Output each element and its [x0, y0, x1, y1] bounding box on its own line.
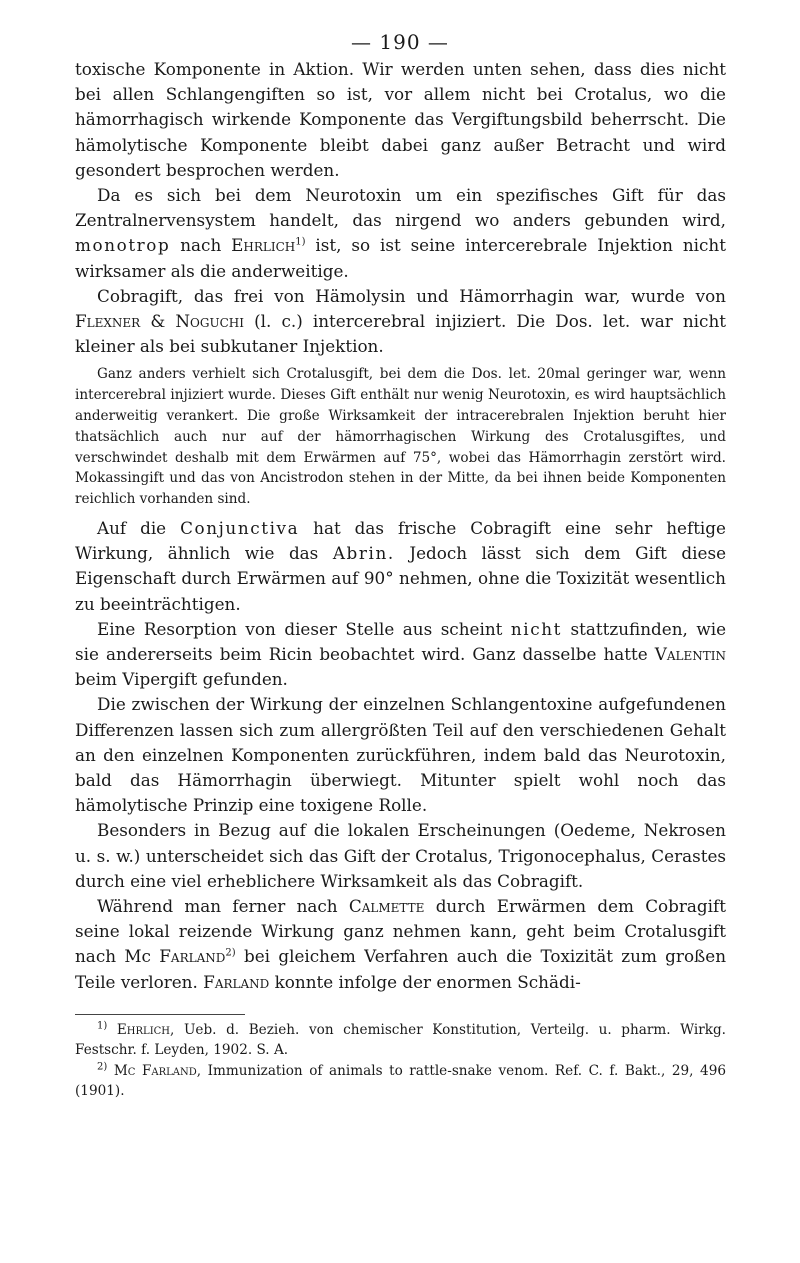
paragraph-4: [75, 516, 726, 617]
paragraph-6: Die zwischen der Wirkung der einzelnen Schlangentoxine aufgefundenen Differenzen lassen sich zum allergrößten Teil auf den verschiedenen Gehalt an den einzelnen Komponenten zurückführen, indem bald das Neurotoxin, bald das Hämorrhagin überwiegt. Mitunter spielt wohl noch das hämolytische Prinzip eine toxigene Rolle.: [75, 694, 726, 816]
page-number: — 190 —: [351, 30, 449, 54]
emphasis-nicht: nicht: [510, 618, 563, 639]
footnote-2-text: Immunization of animals to rattle-snake venom. Ref. C. f. Bakt., 29, 496 (1901).: [75, 1062, 726, 1100]
footnote-2-author: Mc Farland,: [113, 1062, 202, 1079]
footnote-1-author: Ehrlich,: [116, 1022, 175, 1038]
author-calmette: Calmette: [348, 896, 425, 917]
paragraph-4-text-a: Auf die: [97, 518, 167, 539]
paragraph-4-text-b: hat das frische Cobragift eine sehr heftige Wirkung, ähnlich wie das: [75, 518, 726, 564]
paragraph-5: [75, 617, 726, 693]
main-text: [75, 57, 726, 995]
author-farland: Farland: [159, 946, 226, 967]
paragraph-1: toxische Komponente in Aktion. Wir werden unten sehen, dass dies nicht bei allen Schlangengiften so ist, vor allem nicht bei Crotalus, wo die hämorrhagisch wirkende Komponente das Vergiftungsbild beherrscht. Die hämolytische Komponente bleibt dabei ganz außer Betracht und wird gesondert besprochen werden.: [75, 59, 726, 180]
footnote-ref-2: 2): [225, 947, 236, 959]
paragraph-4-text-c: Jedoch lässt sich dem Gift diese Eigenschaft durch Erwärmen auf 90° nehmen, ohne die Toxizität wesentlich zu beeinträchtigen.: [75, 543, 726, 614]
paragraph-2-text-a: Da es sich bei dem Neurotoxin um ein spezifisches Gift für das Zentralnervensystem handelt, das nirgend wo anders gebunden wird,: [75, 185, 726, 231]
footnote-ref-1: 1): [295, 236, 306, 248]
paragraph-5-text-c: beim Vipergift gefunden.: [75, 669, 288, 690]
footnotes: [75, 1020, 726, 1102]
paragraph-8-text-c: bei gleichem Verfahren auch die Toxizität zum großen Teile verloren.: [75, 946, 726, 992]
footnote-1-mark: 1): [97, 1020, 108, 1032]
small-print-paragraph: Ganz anders verhielt sich Crotalusgift, bei dem die Dos. let. 20mal geringer war, wenn intercerebral injiziert wurde. Dieses Gift enthält nur wenig Neurotoxin, es wird hauptsächlich anderweitig verankert. Die große Wirksamkeit der intracerebralen Injektion beruht hier thatsächlich auch nur auf der hämorrhagischen Wirkung des Crotalusgiftes, und verschwindet deshalb mit dem Erwärmen auf 75°, wobei das Hämorrhagin zerstört wird. Mokassingift und das von Ancistrodon stehen in der Mitte, da bei ihnen beide Komponenten reichlich vorhanden sind.: [75, 366, 726, 508]
footnote-2-mark: 2): [97, 1061, 108, 1073]
paragraph-3-text-a: Cobragift, das frei von Hämolysin und Hämorrhagin war, wurde von: [97, 285, 726, 306]
paragraph-8-text-b: durch Erwärmen dem Cobragift seine lokal reizende Wirkung ganz nehmen kann, geht beim Crotalusgift nach Mc: [75, 896, 726, 967]
paragraph-7: Besonders in Bezug auf die lokalen Erscheinungen (Oedeme, Nekrosen u. s. w.) unterscheidet sich das Gift der Crotalus, Trigonocephalus, Cerastes durch eine viel erheblichere Wirksamkeit als das Cobragift.: [75, 820, 726, 891]
emphasis-monotrop: monotrop: [75, 235, 171, 256]
author-flexner-noguchi: Flexner & Noguchi: [75, 311, 244, 332]
footnote-2: [75, 1061, 726, 1102]
emphasis-abrin: Abrin.: [332, 543, 395, 564]
emphasis-conjunctiva: Conjunctiva: [180, 518, 300, 539]
paragraph-8: [75, 894, 726, 995]
paragraph-8-text-d: konnte infolge der enormen Schädi-: [274, 971, 581, 992]
paragraph-3-text-b: (l. c.) intercerebral injiziert. Die Dos. let. war nicht kleiner als bei subkutaner Injektion.: [75, 311, 726, 357]
paragraph-3: [75, 284, 726, 360]
author-farland-2: Farland: [203, 971, 270, 992]
paragraph-5-text-b: stattzufinden, wie sie andererseits beim Ricin beobachtet wird. Ganz dasselbe hatte: [75, 618, 727, 665]
author-ehrlich: Ehrlich: [231, 235, 296, 256]
paragraph-8-text-a: Während man ferner nach: [97, 896, 338, 917]
footnote-divider: [75, 1014, 245, 1015]
footnote-1-text: Ueb. d. Bezieh. von chemischer Konstitution, Verteilg. u. pharm. Wirkg. Festschr. f. Leyden, 1902. S. A.: [75, 1022, 727, 1059]
paragraph-2-text-b: nach: [180, 235, 222, 256]
paragraph-2-text-c: ist, so ist seine intercerebrale Injektion nicht wirksamer als die anderweitige.: [75, 235, 726, 281]
footnote-1: [75, 1020, 726, 1061]
author-valentin: Valentin: [654, 644, 726, 665]
paragraph-5-text-a: Eine Resorption von dieser Stelle aus scheint: [97, 618, 503, 639]
paragraph-2: [75, 183, 726, 284]
